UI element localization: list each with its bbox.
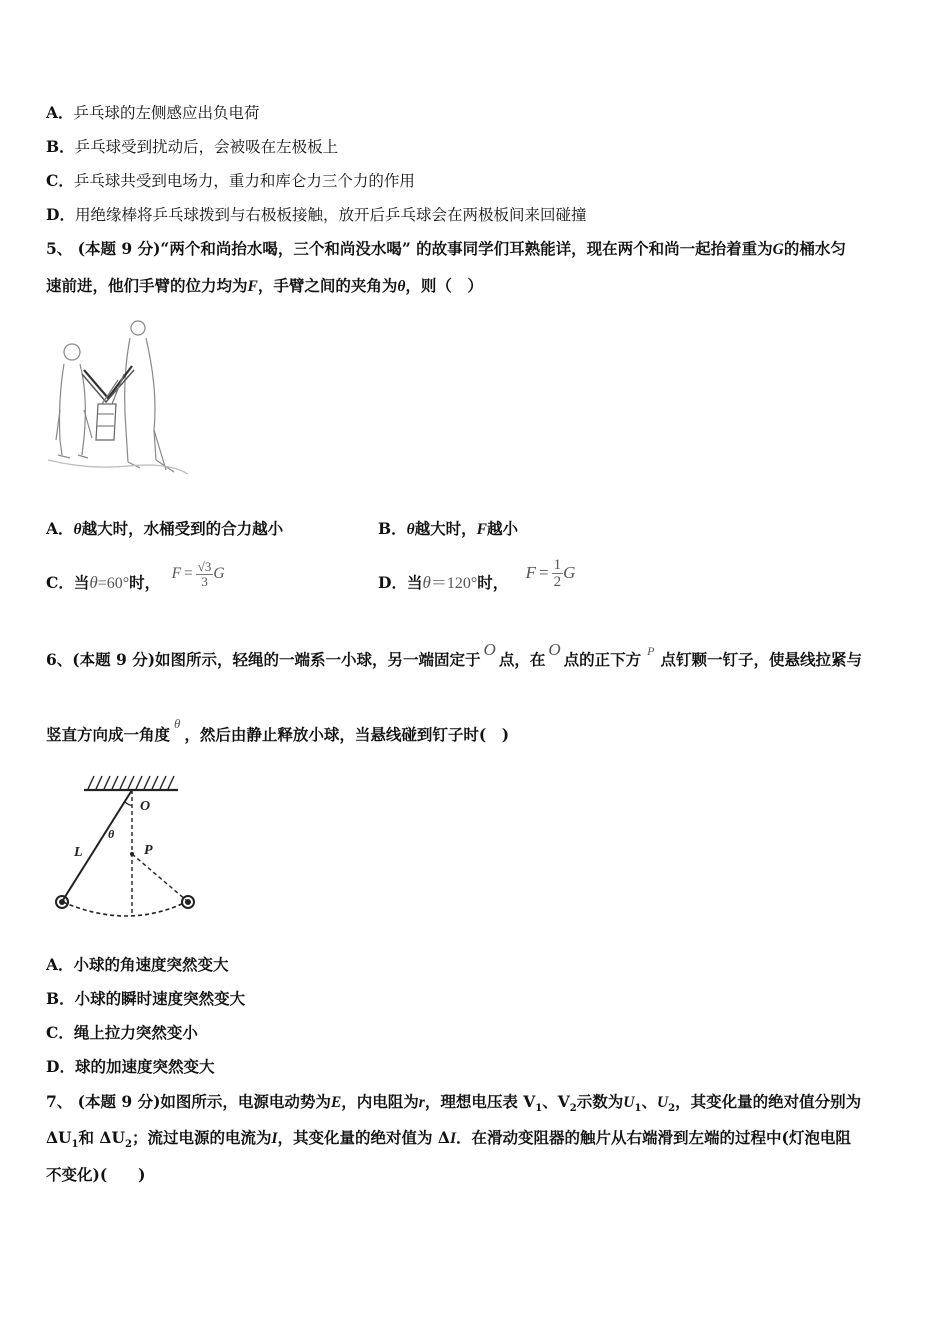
q7-stem-text: ，其变化量的绝对值为 Δ [277, 1128, 450, 1147]
q4-option-c [46, 171, 415, 191]
angle-arc [125, 802, 132, 805]
q4-option-d [46, 205, 586, 225]
symbol-theta: θ [397, 278, 406, 295]
q6-stem-text: 竖直方向成一角度 [46, 725, 171, 744]
q6-option-d [46, 1057, 214, 1077]
symbol-e: E [330, 1094, 342, 1111]
equals-sign: = [539, 563, 549, 582]
subscript: 1 [634, 1103, 642, 1115]
symbol-theta: θ [406, 521, 415, 538]
symbol-theta: θ [422, 573, 431, 592]
q5-option-a [46, 519, 283, 540]
symbol-f: F [525, 563, 537, 582]
q6-option-b [46, 989, 245, 1009]
q7-stem-text: ，理想电压表 V [424, 1092, 536, 1111]
option-text: 小球的角速度突然变大 [73, 955, 229, 974]
q4-option-a [46, 103, 260, 123]
right-monk-body [125, 338, 156, 462]
label-p: P [144, 843, 153, 858]
q7-stem-text: 、V [542, 1092, 570, 1111]
q5-option-c [46, 558, 225, 601]
q7-stem-line3 [46, 1165, 146, 1185]
q4-option-b [46, 137, 338, 157]
symbol-theta: θ [174, 716, 181, 731]
option-letter: B． [46, 989, 75, 1008]
option-letter: D． [46, 1057, 75, 1076]
equals-sign: = [184, 565, 193, 582]
option-letter: C． [46, 573, 74, 592]
option-letter: B． [46, 137, 75, 156]
q7-stem-text: ，内电阻为 [341, 1092, 419, 1111]
option-text: 绳上拉力突然变小 [73, 1023, 198, 1042]
q7-stem-text: 7、 (本题 9 分)如图所示，电源电动势为 [46, 1092, 331, 1111]
option-text: 当 [406, 573, 423, 592]
q6-stem-text: ，然后由静止释放小球，当悬线碰到钉子时( ) [184, 725, 510, 744]
option-letter: A． [46, 519, 74, 538]
symbol-theta: θ [89, 573, 98, 592]
option-text: 乒乓球受到扰动后，会被吸在左极板上 [74, 138, 339, 156]
angle-value: ＝120° [430, 575, 478, 592]
bucket [96, 404, 116, 440]
option-letter: C． [46, 171, 74, 190]
option-text: 越小 [487, 519, 519, 538]
symbol-i: I [449, 1130, 456, 1147]
angle-value: =60° [97, 575, 130, 592]
option-letter: C． [46, 1023, 74, 1042]
symbol-g: G [563, 563, 576, 582]
fraction-numerator: 1 [553, 557, 562, 573]
q6-stem-text: 6、(本题 9 分)如图所示，轻绳的一端系一小球，另一端固定于 [46, 650, 481, 669]
q7-stem-text: ．在滑动变阻器的触片从右端滑到左端的过程中(灯泡电阻 [455, 1128, 851, 1147]
delta-u2: 和 ΔU [78, 1128, 125, 1147]
left-monk-head [64, 344, 80, 360]
q7-stem-text: ，其变化量的绝对值分别为 [675, 1092, 862, 1111]
q6-stem-text: 点钉颗一钉子，使悬线拉紧与 [660, 650, 862, 669]
symbol-o: O [548, 640, 561, 659]
q7-stem-text: ；流过电源的电流为 [131, 1128, 272, 1147]
delta-u1: ΔU [46, 1128, 72, 1147]
symbol-f: F [247, 278, 258, 295]
label-o: O [140, 799, 151, 814]
q7-stem-text: 不变化)( ) [46, 1165, 146, 1184]
nail [131, 853, 134, 856]
option-text: 乒乓球共受到电场力，重力和库仑力三个力的作用 [73, 172, 415, 190]
symbol-p: P [647, 644, 655, 658]
subscript: 2 [668, 1103, 676, 1115]
symbol-o: O [483, 640, 496, 659]
q6-option-c [46, 1023, 198, 1043]
q5-stem-text: ，则（ ） [405, 276, 483, 295]
symbol-u: U [623, 1094, 635, 1111]
q5-option-d [378, 557, 576, 601]
string-after-nail [132, 854, 186, 900]
fraction-denominator: 3 [201, 573, 208, 589]
symbol-u: U [656, 1094, 669, 1111]
label-theta: θ [108, 827, 115, 841]
option-text: 用绝缘棒将乒乓球拨到与右极板接触，放开后乒乓球会在两极板间来回碰撞 [74, 206, 587, 224]
option-text: 小球的瞬时速度突然变大 [74, 989, 246, 1008]
subscript: 2 [569, 1103, 577, 1115]
q5-stem-text: 的桶水匀 [783, 239, 846, 258]
q5-option-b [378, 519, 518, 540]
q6-stem-text: 点，在 [498, 650, 546, 669]
option-letter: D． [378, 573, 407, 592]
q7-stem-line1 [46, 1092, 861, 1119]
q6-option-a [46, 955, 229, 975]
option-letter: A． [46, 103, 74, 122]
q7-stem-text: 、 [641, 1092, 657, 1111]
q5-stem-text: 5、 (本题 9 分)“两个和尚抬水喝，三个和尚没水喝” 的故事同学们耳熟能详，现在两个和尚一起抬着重为 [46, 239, 773, 258]
option-letter: D． [46, 205, 75, 224]
subscript: 2 [124, 1139, 132, 1151]
option-text: 越大时，水桶受到的合力越小 [81, 519, 284, 538]
fraction [196, 560, 214, 589]
pendulum-figure [48, 772, 208, 922]
option-text: 乒乓球的左侧感应出负电荷 [73, 104, 260, 122]
option-text: 球的加速度突然变大 [74, 1057, 215, 1076]
option-text: 时， [477, 573, 509, 592]
option-text: 时， [129, 573, 161, 592]
subscript: 1 [71, 1139, 79, 1151]
subscript: 1 [535, 1103, 543, 1115]
symbol-i: I [271, 1130, 278, 1147]
label-l: L [74, 845, 83, 860]
symbol-theta: θ [73, 521, 82, 538]
q6-stem-line2 [46, 718, 509, 753]
fraction [552, 557, 564, 590]
fraction-denominator: 2 [553, 574, 562, 590]
option-text: 当 [73, 573, 90, 592]
q5-stem-text: ，手臂之间的夹角为 [257, 276, 398, 295]
q5-stem-text: 速前进，他们手臂的位力均为 [46, 276, 248, 295]
fraction-numerator: √3 [197, 558, 212, 574]
option-letter: A． [46, 955, 74, 974]
symbol-f: F [171, 565, 182, 582]
right-monk-head [131, 321, 145, 335]
left-monk-body [60, 364, 86, 455]
symbol-g: G [772, 241, 784, 258]
swing-arc [63, 902, 186, 916]
symbol-g: G [213, 565, 225, 582]
q5-stem-line2 [46, 276, 483, 297]
q7-stem-text: 示数为 [576, 1092, 624, 1111]
symbol-r: r [418, 1094, 425, 1111]
formula-c [171, 558, 225, 589]
option-letter: B． [378, 519, 407, 538]
q5-stem-line1 [46, 239, 846, 260]
q6-stem-line1 [46, 640, 862, 678]
monks-figure [48, 310, 198, 482]
formula-d [525, 557, 576, 590]
q6-stem-text: 点的正下方 [563, 650, 642, 669]
symbol-f: F [476, 521, 488, 538]
q7-stem-line2 [46, 1128, 851, 1155]
option-text: 越大时， [414, 519, 477, 538]
